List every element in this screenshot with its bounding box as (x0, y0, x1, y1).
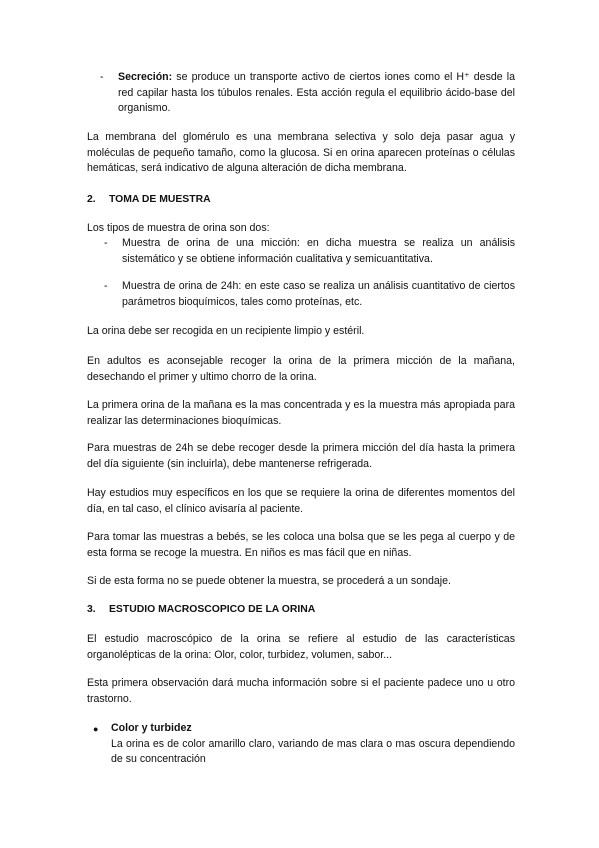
section-3-title: ESTUDIO MACROSCOPICO DE LA ORINA (109, 604, 316, 615)
bebes-paragraph: Para tomar las muestras a bebés, se les coloca una bolsa que se les pega al cuerpo y de esta forma se recoge la muestra. En niños es mas fácil que en niñas. (87, 531, 515, 559)
dash-marker: - (104, 280, 108, 292)
bullet-marker: ● (93, 724, 99, 734)
section-3-number: 3. (87, 604, 96, 615)
membrana-paragraph: La membrana del glomérulo es una membrana selectiva y solo deja pasar agua y moléculas de pequeño tamaño, como la glucosa. Si en orina aparecen proteínas o células hemáticas, será indicativo de alguna alteración de dicha membrana. (87, 131, 515, 174)
secrecion-item (118, 70, 515, 117)
muestras-24h-paragraph: Para muestras de 24h se debe recoger desde la primera micción del día hasta la primera del día siguiente (sin incluirla), debe mantenerse refrigerada. (87, 442, 515, 470)
list-item-micción: Muestra de orina de una micción: en dicha muestra se realiza un análisis sistemático y se obtiene información cualitativa y semicuantitativa. (122, 237, 515, 265)
primera-orina-paragraph: La primera orina de la mañana es la mas concentrada y es la muestra más apropiada para realizar las determinaciones bioquímicas. (87, 399, 515, 427)
color-turbidez-text: La orina es de color amarillo claro, variando de mas clara o mas oscura dependiendo de su concentración (111, 737, 515, 765)
section-2-title: TOMA DE MUESTRA (109, 194, 211, 205)
dash-marker: - (100, 71, 104, 83)
section-2-heading (87, 192, 211, 208)
secrecion-text: se produce un transporte activo de ciertos iones como el H⁺ desde la red capilar hasta los túbulos renales. Esta acción regula el equilibrio ácido-base del organismo. (118, 71, 515, 114)
color-turbidez-item (111, 721, 515, 768)
recogida-paragraph: La orina debe ser recogida en un recipiente limpio y estéril. (87, 325, 365, 337)
section-2-number: 2. (87, 194, 96, 205)
secrecion-label: Secreción: (118, 71, 173, 83)
color-turbidez-title: Color y turbidez (111, 722, 192, 734)
dash-marker: - (104, 237, 108, 249)
macroscopico-paragraph: El estudio macroscópico de la orina se refiere al estudio de las características organolépticas de la orina: Olor, color, turbidez, volumen, sabor... (87, 633, 515, 661)
tipos-paragraph: Los tipos de muestra de orina son dos: (87, 222, 270, 234)
section-3-heading (87, 602, 315, 618)
estudios-paragraph: Hay estudios muy específicos en los que se requiere la orina de diferentes momentos del día, en tal caso, el clínico avisaría al paciente. (87, 487, 515, 515)
list-item-24h: Muestra de orina de 24h: en este caso se realiza un análisis cuantitativo de ciertos parámetros bioquímicos, tales como proteínas, etc. (122, 280, 515, 308)
observacion-paragraph: Esta primera observación dará mucha información sobre si el paciente padece uno u otro trastorno. (87, 677, 515, 705)
adultos-paragraph: En adultos es aconsejable recoger la orina de la primera micción de la mañana, desechando el primer y ultimo chorro de la orina. (87, 355, 515, 383)
sondaje-paragraph: Si de esta forma no se puede obtener la muestra, se procederá a un sondaje. (87, 575, 451, 587)
